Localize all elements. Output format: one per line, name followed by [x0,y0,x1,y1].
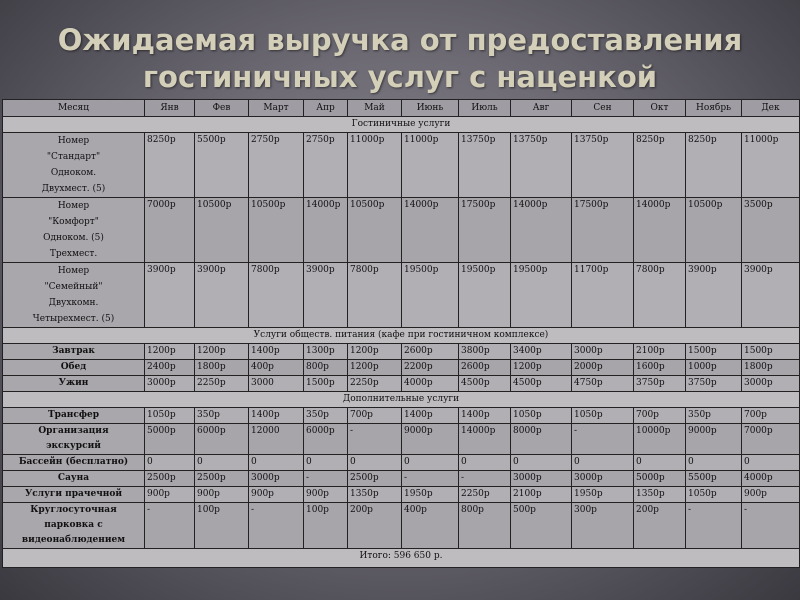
table-cell: 3000р [572,344,634,360]
row-label-line: "Семейный" [44,282,103,292]
table-cell: 11000р [348,133,402,198]
row-label [3,408,145,424]
row-label-line: Номер [57,266,90,276]
table-cell: - [686,503,742,549]
table-cell: 1400р [249,408,304,424]
row-label [3,198,145,263]
table-cell: 1050р [572,408,634,424]
table-cell: 7000р [742,424,800,455]
table-cell: 5000р [145,424,195,455]
table-cell: 900р [304,487,348,503]
table-cell: 1000р [686,360,742,376]
row-label-line: Четырехмест. (5) [32,314,115,324]
table-cell: - [459,471,511,487]
table-cell: 800р [459,503,511,549]
food-row [3,376,800,392]
table-cell: 2750р [249,133,304,198]
table-cell: 500р [511,503,572,549]
table-cell: 1500р [686,344,742,360]
table-cell: 1200р [348,344,402,360]
room-row [3,133,800,198]
title-line-2: гостиничных услуг с наценкой [142,60,658,94]
table-cell: 200р [634,503,686,549]
table-cell: 13750р [572,133,634,198]
section-hotel [3,117,800,133]
table-cell: 1400р [249,344,304,360]
table-cell: 9000р [686,424,742,455]
table-cell: 1350р [634,487,686,503]
table-cell: 1500р [742,344,800,360]
table-cell: 1600р [634,360,686,376]
service-row [3,503,800,549]
table-cell: 11700р [572,263,634,328]
row-label: Ужин [3,376,145,392]
title-line-1: Ожидаемая выручка от предоставления [57,23,743,57]
table-cell: - [304,471,348,487]
table-cell: 3750р [634,376,686,392]
row-label-line: Одноком. [50,168,97,178]
table-cell: 350р [195,408,249,424]
slide-title [0,22,800,96]
section-hotel-label: Гостиничные услуги [3,117,800,133]
table-cell: 12000 [249,424,304,455]
table-cell: 5500р [686,471,742,487]
service-row [3,424,800,455]
table-cell: 8250р [686,133,742,198]
table-cell: 1950р [402,487,459,503]
table-cell: 4500р [511,376,572,392]
row-label-line: Трехмест. [49,249,98,259]
table-cell: 10500р [686,198,742,263]
table-cell: 14000р [511,198,572,263]
table-cell: 9000р [402,424,459,455]
service-row [3,471,800,487]
table-cell: 10500р [249,198,304,263]
table-cell: 2600р [459,360,511,376]
table-cell: 700р [742,408,800,424]
table-cell: 3900р [742,263,800,328]
revenue-table [2,99,800,568]
table-cell: 8250р [634,133,686,198]
table-cell: 1200р [195,344,249,360]
table-cell: 100р [195,503,249,549]
header-12: Дек [742,100,800,117]
food-row [3,344,800,360]
table-cell: 3000р [511,471,572,487]
row-label-line: Организация [38,426,109,436]
table-cell: 3800р [459,344,511,360]
table-cell: 10000р [634,424,686,455]
table-cell: 350р [304,408,348,424]
table-cell: 0 [572,455,634,471]
header-5: Май [348,100,402,117]
row-label [3,263,145,328]
table-cell: 2750р [304,133,348,198]
table-cell: 6000р [195,424,249,455]
row-label [3,133,145,198]
row-label-line: "Комфорт" [48,217,99,227]
table-cell: 0 [402,455,459,471]
section-food-label: Услуги обществ. питания (кафе при гостиничном комплексе) [3,328,800,344]
table-cell: 1300р [304,344,348,360]
table-cell: 2250р [348,376,402,392]
table-cell: 0 [511,455,572,471]
table-cell: 700р [634,408,686,424]
table-cell: 100р [304,503,348,549]
table-cell: 0 [195,455,249,471]
row-label: Обед [3,360,145,376]
table-cell: 0 [145,455,195,471]
table-cell: 7800р [634,263,686,328]
row-label [3,424,145,455]
table-cell: 0 [459,455,511,471]
table-cell: 8250р [145,133,195,198]
table-cell: 2000р [572,360,634,376]
table-cell: 2250р [195,376,249,392]
table-cell: 2100р [511,487,572,503]
section-extra-label: Дополнительные услуги [3,392,800,408]
table-cell: 0 [249,455,304,471]
row-label-line: Номер [57,136,90,146]
table-cell: 1400р [402,408,459,424]
total-row [3,549,800,568]
table-cell: - [742,503,800,549]
table-cell: 14000р [402,198,459,263]
table-cell: 400р [402,503,459,549]
table-cell: 19500р [402,263,459,328]
table-cell: 800р [304,360,348,376]
table-cell: 1050р [511,408,572,424]
row-label-line: Двухкомн. [48,298,99,308]
table-cell: 14000р [634,198,686,263]
table-cell: 6000р [304,424,348,455]
service-row [3,487,800,503]
table-cell: 1950р [572,487,634,503]
table-cell: - [348,424,402,455]
service-row [3,408,800,424]
table-cell: 2500р [195,471,249,487]
table-cell: 1500р [304,376,348,392]
table-cell: 7800р [348,263,402,328]
table-cell: 2100р [634,344,686,360]
service-row [3,455,800,471]
row-label-line: видеонаблюдением [21,535,126,545]
table-cell: 14000р [459,424,511,455]
table-cell: 19500р [459,263,511,328]
table-cell: - [249,503,304,549]
table-cell: 17500р [572,198,634,263]
header-4: Апр [304,100,348,117]
row-label [3,455,145,471]
table-cell: 900р [145,487,195,503]
table-header-row [3,100,800,117]
row-label-line: Сауна [57,473,90,483]
table-cell: 3000р [742,376,800,392]
food-row [3,360,800,376]
row-label-line: Круглосуточная [30,505,117,515]
table-cell: 3900р [195,263,249,328]
table-cell: 1050р [686,487,742,503]
table-cell: 4750р [572,376,634,392]
header-10: Окт [634,100,686,117]
header-7: Июль [459,100,511,117]
table-cell: 1200р [348,360,402,376]
row-label-line: экскурсий [46,441,101,451]
table-cell: 1400р [459,408,511,424]
table-cell: 2200р [402,360,459,376]
table-cell: - [402,471,459,487]
row-label-line: "Стандарт" [46,152,101,162]
table-cell: 19500р [511,263,572,328]
header-9: Сен [572,100,634,117]
table-cell: 10500р [348,198,402,263]
table-cell: 3500р [742,198,800,263]
table-cell: 400р [249,360,304,376]
row-label-line: Трансфер [47,410,100,420]
table-cell: 3000р [145,376,195,392]
table-cell: 3400р [511,344,572,360]
table-cell: 1800р [195,360,249,376]
table-cell: 0 [742,455,800,471]
row-label: Завтрак [3,344,145,360]
table-cell: 5500р [195,133,249,198]
table-cell: 17500р [459,198,511,263]
table-cell: 0 [348,455,402,471]
table-cell: 200р [348,503,402,549]
table-cell: 5000р [634,471,686,487]
table-cell: 13750р [459,133,511,198]
table-cell: 2600р [402,344,459,360]
table-cell: 700р [348,408,402,424]
row-label-line: Бассейн (бесплатно) [18,457,129,467]
table-cell: 0 [686,455,742,471]
header-month: Месяц [3,100,145,117]
table-cell: 3900р [145,263,195,328]
table-cell: 13750р [511,133,572,198]
table-cell: 2500р [348,471,402,487]
row-label [3,471,145,487]
table-cell: 0 [634,455,686,471]
table-cell: 7800р [249,263,304,328]
table-cell: 900р [249,487,304,503]
table-cell: 11000р [402,133,459,198]
table-cell: 8000р [511,424,572,455]
row-label-line: Двухмест. (5) [41,184,106,194]
table-cell: 7000р [145,198,195,263]
table-cell: 1050р [145,408,195,424]
table-cell: 10500р [195,198,249,263]
header-2: Фев [195,100,249,117]
table-cell: 350р [686,408,742,424]
table-cell: 3000р [249,471,304,487]
table-cell: 1200р [145,344,195,360]
table-cell: 900р [195,487,249,503]
table-cell: 3000 [249,376,304,392]
total-label: Итого: 596 650 р. [3,549,800,568]
table-cell: 3900р [686,263,742,328]
table-cell: 1200р [511,360,572,376]
row-label-line: парковка с [44,520,103,530]
header-3: Март [249,100,304,117]
header-8: Авг [511,100,572,117]
table-cell: 2400р [145,360,195,376]
table-cell: 2500р [145,471,195,487]
table-cell: 900р [742,487,800,503]
section-food [3,328,800,344]
row-label-line: Номер [57,201,90,211]
room-row [3,198,800,263]
table-cell: 1350р [348,487,402,503]
table-cell: 3000р [572,471,634,487]
table-cell: 4000р [742,471,800,487]
header-6: Июнь [402,100,459,117]
table-cell: - [145,503,195,549]
row-label-line: Одноком. (5) [43,233,104,243]
header-11: Ноябрь [686,100,742,117]
room-row [3,263,800,328]
table-cell: 14000р [304,198,348,263]
table-cell: 1800р [742,360,800,376]
row-label-line: Услуги прачечной [24,489,123,499]
table-cell: 300р [572,503,634,549]
table-cell: 0 [304,455,348,471]
row-label [3,503,145,549]
table-cell: 3900р [304,263,348,328]
table-cell: - [572,424,634,455]
table-cell: 2250р [459,487,511,503]
table-cell: 4500р [459,376,511,392]
section-extra [3,392,800,408]
row-label [3,487,145,503]
table-cell: 3750р [686,376,742,392]
table-body [3,117,800,568]
table-cell: 4000р [402,376,459,392]
table-cell: 11000р [742,133,800,198]
header-1: Янв [145,100,195,117]
